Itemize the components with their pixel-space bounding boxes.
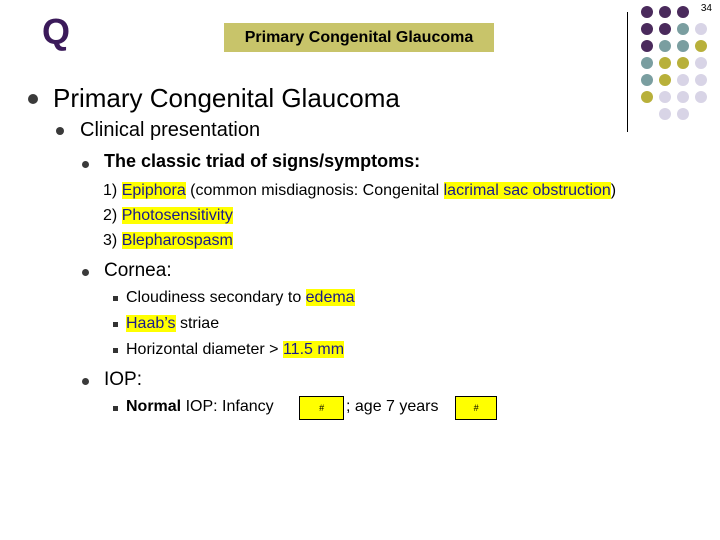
deco-dot <box>659 57 671 69</box>
deco-dot <box>641 57 653 69</box>
deco-dot <box>641 74 653 86</box>
iop-age7-hidden-answer[interactable] <box>455 396 497 420</box>
hash-mark: # <box>473 403 479 413</box>
bullet-dot <box>82 161 89 168</box>
triad-item-text: (common misdiagnosis: Congenital <box>185 182 444 199</box>
triad-item-3 <box>103 232 233 250</box>
bullet-dot <box>82 378 89 385</box>
bullet-dot <box>82 269 89 276</box>
deco-dot <box>641 23 653 35</box>
bullet-dot <box>28 94 38 104</box>
bullet-dot <box>56 127 64 135</box>
cornea-item-text: striae <box>175 315 220 332</box>
deco-dot <box>695 23 707 35</box>
triad-item-number: 1) <box>103 182 118 199</box>
iop-item-text: IOP: Infancy <box>181 398 274 415</box>
page-number: 34 <box>700 3 712 14</box>
square-bullet <box>113 348 118 353</box>
divider-line <box>627 12 628 132</box>
cornea-label: Cornea: <box>104 260 172 281</box>
deco-dot <box>641 40 653 52</box>
triad-label: The classic triad of signs/symptoms: <box>104 151 421 171</box>
deco-dot <box>677 23 689 35</box>
iop-infancy-hidden-answer[interactable] <box>299 396 344 420</box>
cornea-item-text: Horizontal diameter > <box>126 341 283 358</box>
cornea-item-3 <box>126 341 344 359</box>
cornea-highlight: Haab’s <box>126 315 176 332</box>
deco-dot <box>695 91 707 103</box>
main-bullet-title: Primary Congenital Glaucoma <box>53 83 400 113</box>
deco-dot <box>677 74 689 86</box>
iop-item-text: ; age 7 years <box>346 398 439 415</box>
triad-item-text: ) <box>610 182 617 199</box>
deco-dot <box>659 23 671 35</box>
iop-age-text <box>346 398 439 416</box>
deco-dot <box>659 108 671 120</box>
iop-normal-bold: Normal <box>126 398 182 415</box>
deco-dot <box>659 6 671 18</box>
cornea-item-2 <box>126 315 219 333</box>
cornea-item-text: Cloudiness secondary to <box>126 289 306 306</box>
decorative-dot-grid <box>636 3 720 121</box>
header-title-box <box>224 23 494 52</box>
deco-dot <box>695 40 707 52</box>
cornea-item-1 <box>126 289 355 307</box>
cornea-highlight: edema <box>305 289 355 306</box>
square-bullet <box>113 322 118 327</box>
deco-dot <box>677 108 689 120</box>
deco-dot <box>677 40 689 52</box>
triad-term-highlight: Photosensitivity <box>121 207 233 224</box>
header-title: Primary Congenital Glaucoma <box>244 28 474 46</box>
triad-term-highlight: Blepharospasm <box>121 232 233 249</box>
triad-term-highlight: Epiphora <box>121 182 186 199</box>
deco-dot <box>695 57 707 69</box>
deco-dot <box>659 40 671 52</box>
square-bullet <box>113 406 118 411</box>
triad-item-1 <box>103 182 616 200</box>
clinical-presentation-label: Clinical presentation <box>80 119 261 141</box>
square-bullet <box>113 296 118 301</box>
misdiagnosis-highlight: lacrimal sac obstruction <box>443 182 611 199</box>
deco-dot <box>641 6 653 18</box>
hash-mark: # <box>318 403 324 413</box>
triad-item-number: 3) <box>103 232 118 249</box>
deco-dot <box>677 91 689 103</box>
deco-dot <box>641 91 653 103</box>
iop-item <box>126 398 274 416</box>
triad-item-number: 2) <box>103 207 118 224</box>
deco-dot <box>677 57 689 69</box>
deco-dot <box>677 6 689 18</box>
deco-dot <box>659 74 671 86</box>
q-label: Q <box>42 11 71 52</box>
deco-dot <box>695 74 707 86</box>
cornea-highlight: 11.5 mm <box>282 341 345 358</box>
iop-label: IOP: <box>104 369 143 390</box>
deco-dot <box>659 91 671 103</box>
triad-item-2 <box>103 207 233 225</box>
